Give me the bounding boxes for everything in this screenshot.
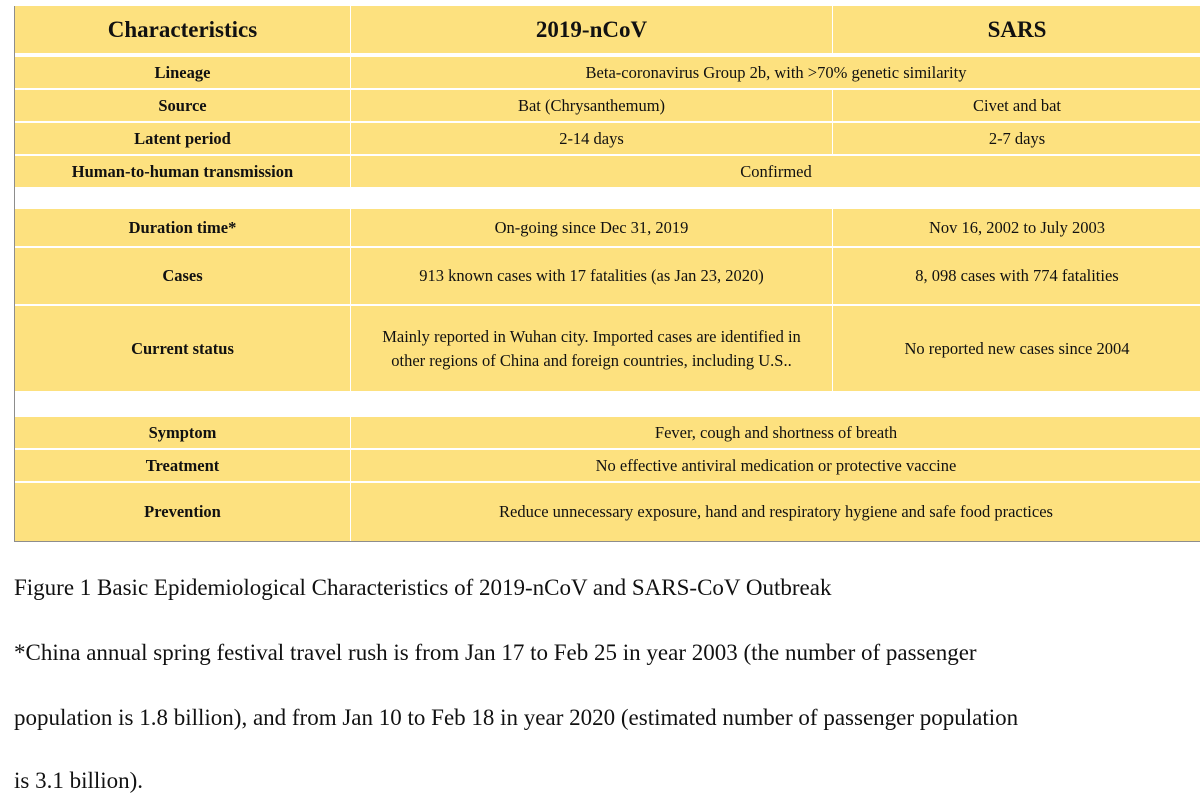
status-line-1: Mainly reported in Wuhan city. Imported cases are identified in (382, 326, 801, 346)
row-value-sars: 8, 098 cases with 774 fatalities (915, 266, 1119, 285)
row-value-shared: Fever, cough and shortness of breath (654, 422, 898, 442)
header-characteristics: Characteristics (15, 6, 351, 53)
table-row-treatment (15, 450, 1200, 481)
row-value-ncov: On-going since Dec 31, 2019 (351, 209, 833, 246)
row-label: Latent period (15, 123, 351, 154)
row-value-sars: No reported new cases since 2004 (904, 338, 1130, 358)
row-label: Lineage (15, 57, 351, 88)
row-value-ncov: Bat (Chrysanthemum) (351, 90, 833, 121)
table-row-human-transmission (15, 156, 1200, 187)
characteristics-table (14, 6, 1200, 542)
row-label: Current status (15, 306, 351, 391)
table-row-symptom (15, 417, 1200, 448)
table-row-latent-period (15, 123, 1200, 154)
header-sars: SARS (987, 16, 1047, 42)
row-value-sars: Civet and bat (973, 95, 1061, 115)
row-label: Duration time* (15, 209, 351, 246)
row-value-shared: No effective antiviral medication or protective vaccine (595, 455, 957, 475)
row-value-ncov: 913 known cases with 17 fatalities (as Jan 23, 2020) (351, 248, 833, 304)
table-row-cases (15, 248, 1200, 304)
table-row-prevention (15, 483, 1200, 541)
row-value-ncov: 2-14 days (351, 123, 833, 154)
status-line-2: other regions of China and foreign countries, including U.S.. (391, 350, 792, 370)
row-label: Treatment (15, 450, 351, 481)
footnote-line-2: population is 1.8 billion), and from Jan 10 to Feb 18 in year 2020 (estimated number of passenger population (14, 705, 1019, 730)
row-label: Symptom (15, 417, 351, 448)
figure-caption: Figure 1 Basic Epidemiological Characteristics of 2019-nCoV and SARS-CoV Outbreak (14, 575, 832, 600)
table-header-row (15, 6, 1200, 53)
table-row-lineage (15, 57, 1200, 88)
footnote-line-1: *China annual spring festival travel rush is from Jan 17 to Feb 25 in year 2003 (the number of passenger (14, 640, 977, 665)
row-value-shared: Confirmed (740, 161, 812, 181)
header-2019-ncov: 2019-nCoV (351, 6, 833, 53)
row-label: Human-to-human transmission (15, 156, 351, 187)
table-row-duration (15, 209, 1200, 246)
row-value-ncov (351, 306, 833, 391)
row-label: Source (15, 90, 351, 121)
table-row-source (15, 90, 1200, 121)
row-label: Prevention (15, 483, 351, 541)
row-value-sars: 2-7 days (988, 128, 1046, 148)
footnote-line-3: is 3.1 billion). (14, 768, 144, 793)
row-label: Cases (15, 248, 351, 304)
row-value-shared: Reduce unnecessary exposure, hand and respiratory hygiene and safe food practices (499, 502, 1053, 521)
table-row-current-status (15, 306, 1200, 391)
row-value-sars: Nov 16, 2002 to July 2003 (928, 217, 1105, 237)
row-value-shared: Beta-coronavirus Group 2b, with >70% genetic similarity (585, 62, 967, 82)
